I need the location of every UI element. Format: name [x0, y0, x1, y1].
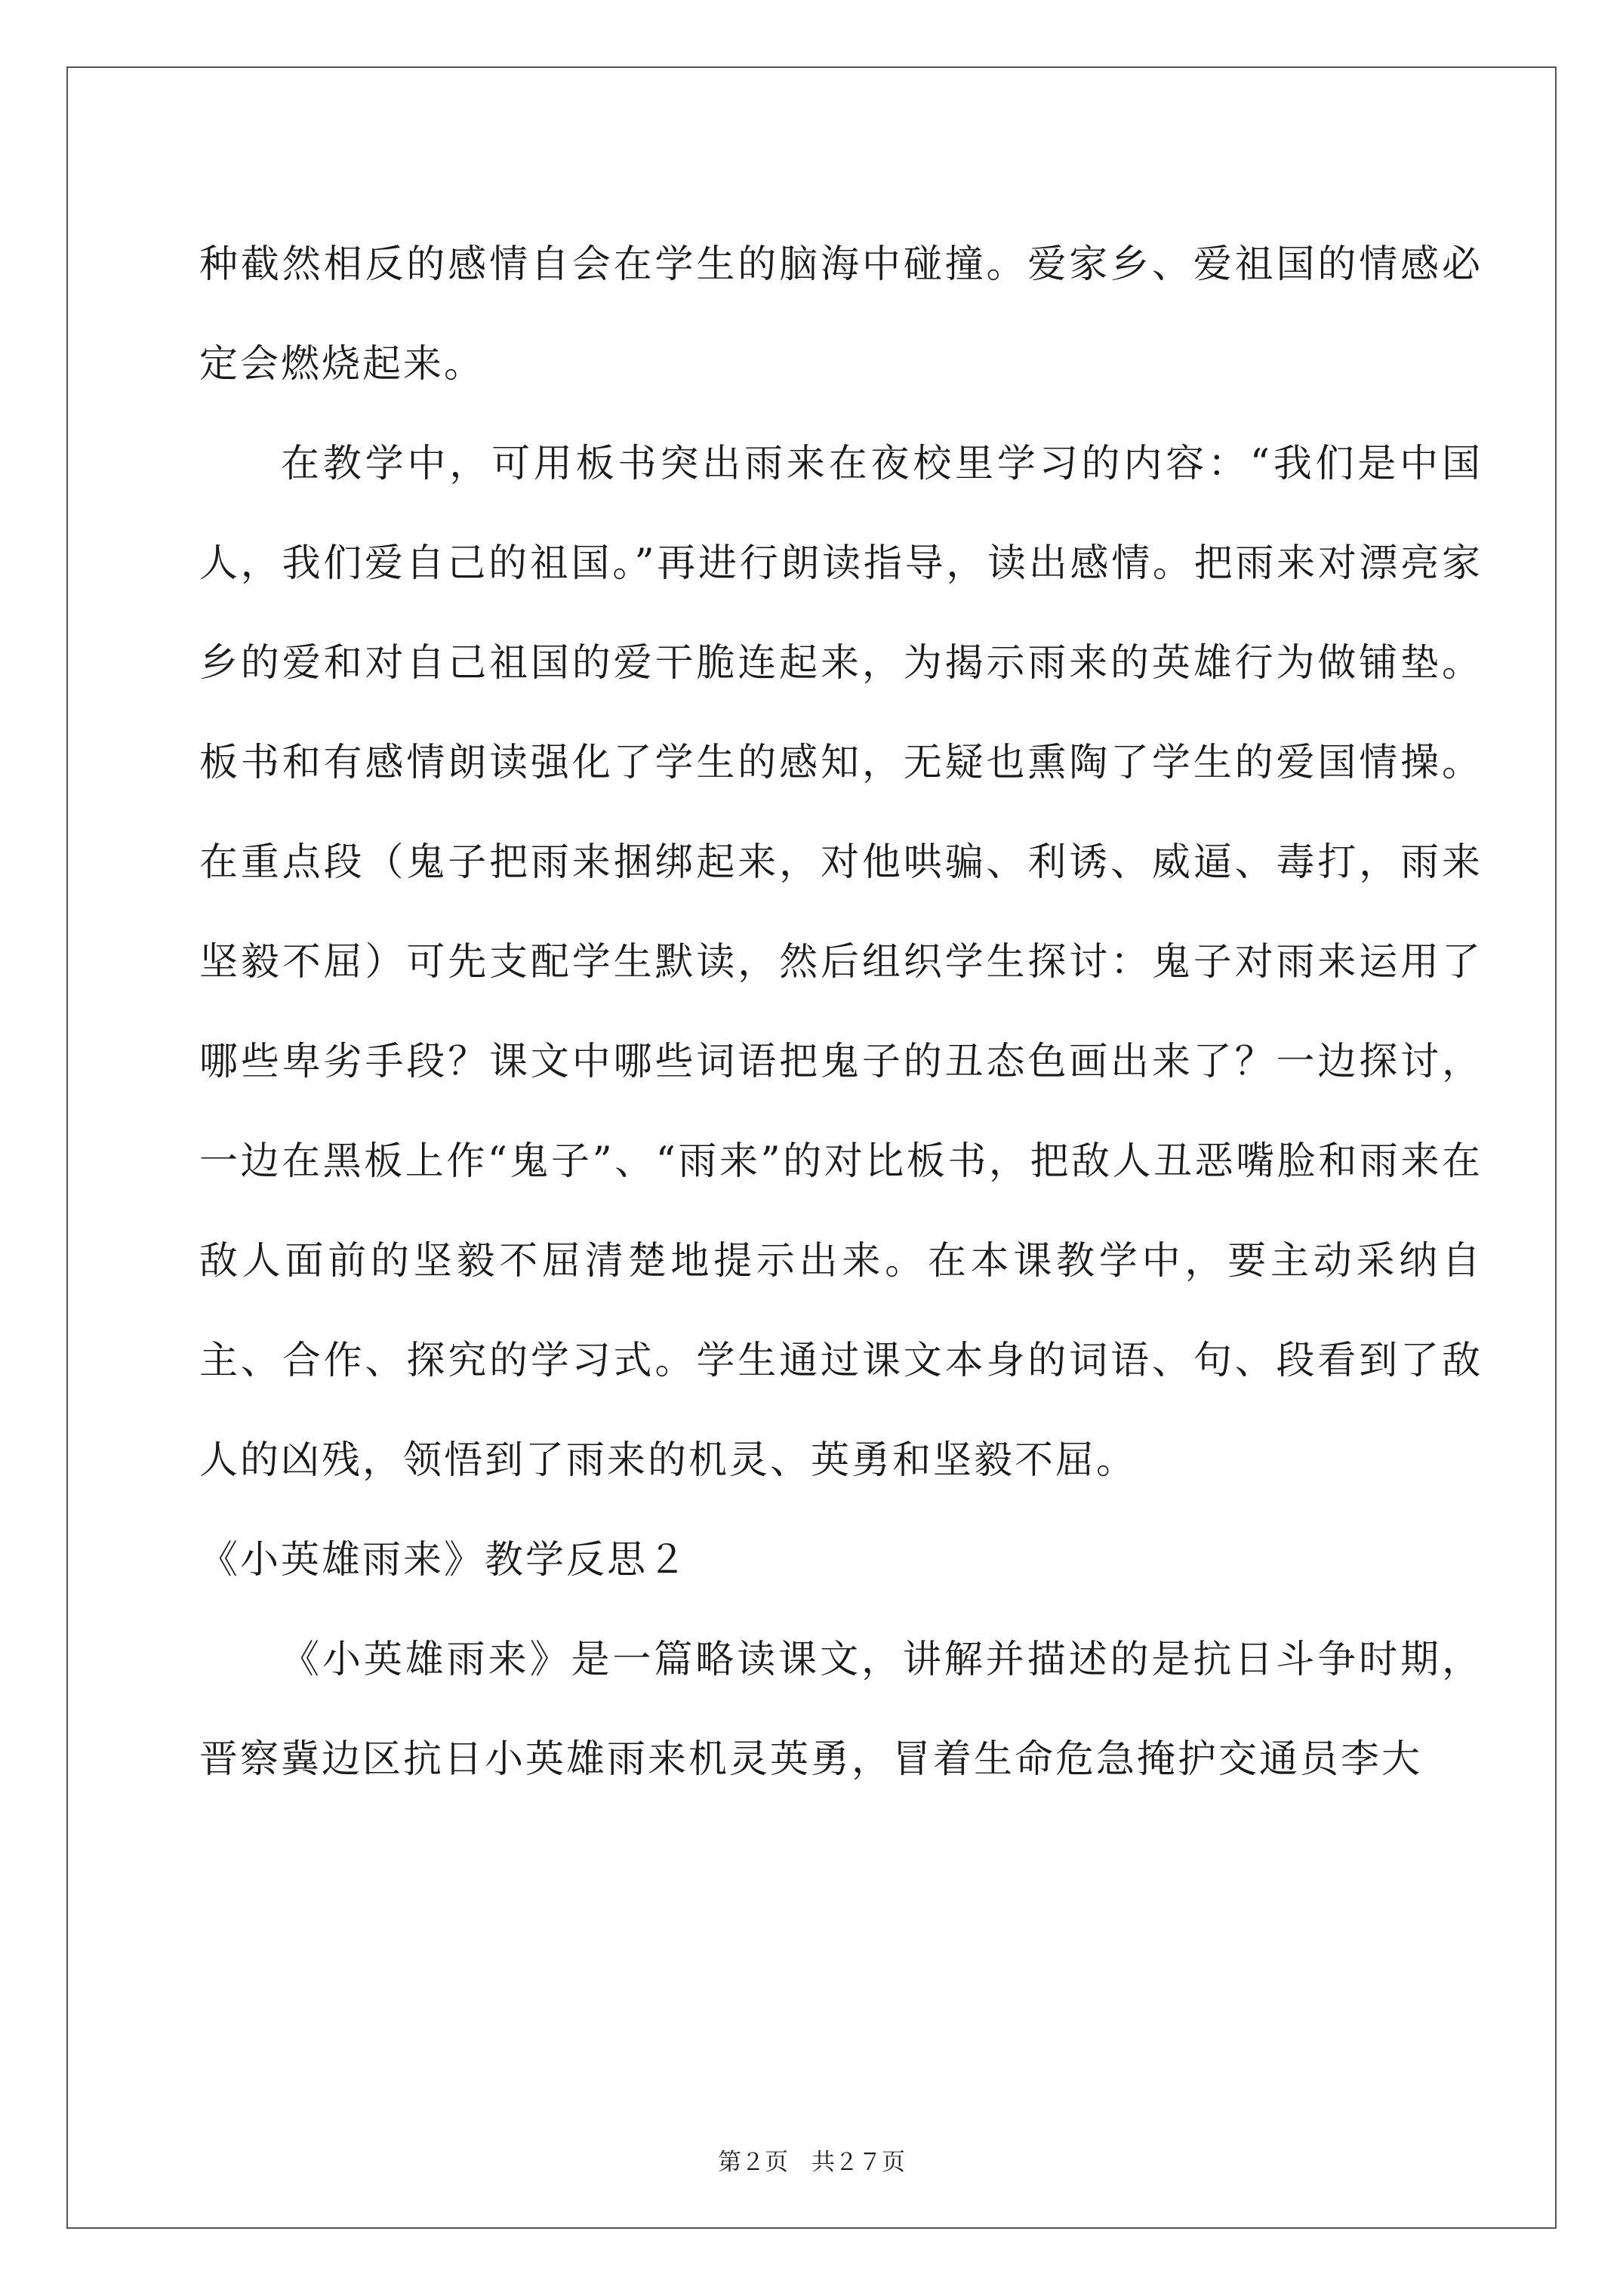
- document-body: [199, 215, 1483, 1810]
- paragraph-2: 在教学中，可用板书突出雨来在夜校里学习的内容：“我们是中国人，我们爱自己的祖国。”再进行朗读指导，读出感情。把雨来对漂亮家乡的爱和对自己祖国的爱干脆连起来，为揭示雨来的英雄行为做铺垫。板书和有感情朗读强化了学生的感知，无疑也熏陶了学生的爱国情操。在重点段（鬼子把雨来捆绑起来，对他哄骗、利诱、威逼、毒打，雨来坚毅不屈）可先支配学生默读，然后组织学生探讨：鬼子对雨来运用了哪些卑劣手段？课文中哪些词语把鬼子的丑态色画出来了？一边探讨，一边在黑板上作“鬼子”、“雨来”的对比板书，把敌人丑恶嘴脸和雨来在敌人面前的坚毅不屈清楚地提示出来。在本课教学中，要主动采纳自主、合作、探究的学习式。学生通过课文本身的词语、句、段看到了敌人的凶残，领悟到了雨来的机灵、英勇和坚毅不屈。: [199, 442, 1483, 1483]
- section-heading: 《小英雄雨来》教学反思２: [199, 1538, 689, 1583]
- paragraph-1: 种截然相反的感情自会在学生的脑海中碰撞。爱家乡、爱祖国的情感必定会燃烧起来。: [199, 242, 1483, 387]
- page-number-footer: 第２页 共２７页: [718, 2149, 905, 2176]
- paragraph-3: 《小英雄雨来》是一篇略读课文，讲解并描述的是抗日斗争时期，晋察冀边区抗日小英雄雨来机灵英勇，冒着生命危急掩护交通员李大: [199, 1638, 1483, 1782]
